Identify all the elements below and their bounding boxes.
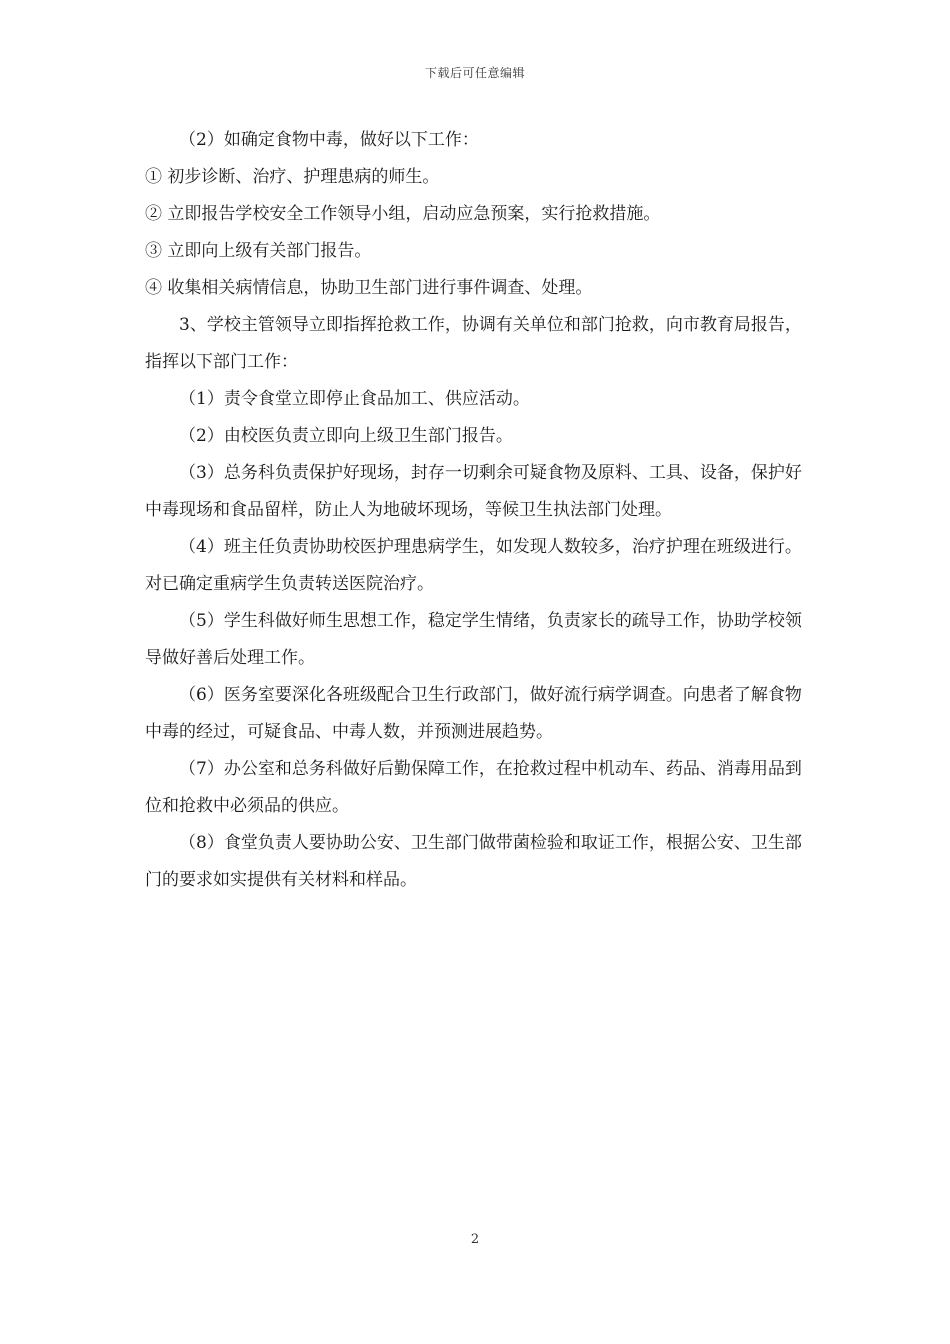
list-item-diagnosis: ① 初步诊断、治疗、护理患病的师生。 — [145, 167, 440, 187]
list-item-collect-info: ④ 收集相关病情信息，协助卫生部门进行事件调查、处理。 — [145, 278, 593, 298]
paragraph-item-5: （5）学生科做好师生思想工作，稳定学生情绪，负责家长的疏导工作，协助学校领导做好善后处理工作。 — [145, 611, 802, 668]
paragraph-item-2: （2）由校医负责立即向上级卫生部门报告。 — [179, 426, 513, 446]
paragraph-item-3: （3）总务科负责保护好现场，封存一切剩余可疑食物及原料、工具、设备，保护好中毒现场和食品留样，防止人为地破坏现场，等候卫生执法部门处理。 — [145, 463, 802, 520]
paragraph-item-4: （4）班主任负责协助校医护理患病学生，如发现人数较多，治疗护理在班级进行。对已确定重病学生负责转送医院治疗。 — [145, 537, 802, 594]
paragraph-food-poisoning-confirmed: （2）如确定食物中毒，做好以下工作： — [179, 130, 479, 150]
document-body — [145, 122, 805, 899]
paragraph-item-8: （8）食堂负责人要协助公安、卫生部门做带菌检验和取证工作，根据公安、卫生部门的要求如实提供有关材料和样品。 — [145, 833, 802, 890]
paragraph-leadership-command: 3、学校主管领导立即指挥抢救工作，协调有关单位和部门抢救，向市教育局报告，指挥以下部门工作： — [145, 315, 802, 372]
paragraph-item-7: （7）办公室和总务科做好后勤保障工作，在抢救过程中机动车、药品、消毒用品到位和抢救中必须品的供应。 — [145, 759, 802, 816]
list-item-report-safety-group: ② 立即报告学校安全工作领导小组，启动应急预案，实行抢救措施。 — [145, 204, 661, 224]
paragraph-item-1: （1）责令食堂立即停止食品加工、供应活动。 — [179, 389, 530, 409]
page-number: 2 — [470, 1232, 480, 1247]
paragraph-item-6: （6）医务室要深化各班级配合卫生行政部门，做好流行病学调查。向患者了解食物中毒的经过，可疑食品、中毒人数，并预测进展趋势。 — [145, 685, 802, 742]
page-header: 下载后可任意编辑 — [424, 66, 525, 80]
list-item-report-superior: ③ 立即向上级有关部门报告。 — [145, 241, 372, 261]
